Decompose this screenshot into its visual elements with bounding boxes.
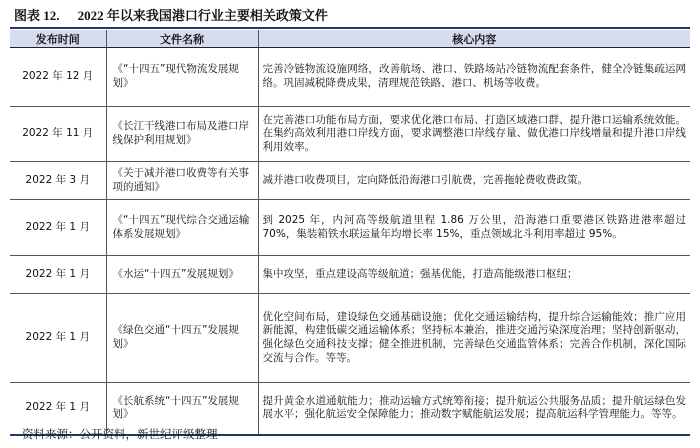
- row-date: 2022 年 12 月: [10, 48, 106, 107]
- row-name: 《长江干线港口布局及港口岸线保护利用规划》: [106, 107, 258, 162]
- header-content: 核心内容: [258, 30, 690, 48]
- figure-title: [14, 6, 328, 26]
- table-row: [10, 294, 690, 383]
- policy-table: [10, 30, 690, 436]
- source-note: 资料来源：公开资料，新世纪评级整理: [22, 427, 218, 441]
- title-rule: [10, 27, 690, 29]
- table-row: [10, 256, 690, 294]
- header-date: 发布时间: [10, 30, 106, 48]
- table-header-row: [10, 30, 690, 48]
- row-name: 《“十四五”现代综合交通运输体系发展规划》: [106, 200, 258, 256]
- row-date: 2022 年 3 月: [10, 162, 106, 200]
- row-content: 到 2025 年，内河高等级航道里程 1.86 万公里，沿海港口重要港区铁路进港率超过 70%，集装箱铁水联运量年均增长率 15%，重点领域北斗利用率超过 95%。: [258, 200, 690, 256]
- table-row: [10, 162, 690, 200]
- row-content: 优化空间布局，建设绿色交通基础设施；优化交通运输结构，提升综合运输能效；推广应用新能源，构建低碳交通运输体系；坚持标本兼治，推进交通污染深度治理；坚持创新驱动，强化绿色交通科技支撑；健全推进机制，完善绿色交通监管体系；完善合作机制，深化国际交流与合作。等等。: [258, 294, 690, 383]
- row-name: 《长航系统“十四五”发展规划》: [106, 383, 258, 435]
- row-name: 《“十四五”现代物流发展规划》: [106, 48, 258, 107]
- row-date: 2022 年 1 月: [10, 200, 106, 256]
- row-content: 减并港口收费项目，定向降低沿海港口引航费，完善拖轮费收费政策。: [258, 162, 690, 200]
- row-date: 2022 年 1 月: [10, 294, 106, 383]
- row-name: 《绿色交通“十四五”发展规划》: [106, 294, 258, 383]
- row-date: 2022 年 11 月: [10, 107, 106, 162]
- row-content: 完善冷链物流设施网络，改善航场、港口、铁路场站冷链物流配套条件，健全冷链集疏运网络。巩固减税降费成果，清理规范铁路、港口、机场等收费。: [258, 48, 690, 107]
- figure-caption: 2022 年以来我国港口行业主要相关政策文件: [77, 8, 328, 23]
- row-content: 在完善港口功能布局方面，要求优化港口布局、打造区域港口群、提升港口运输系统效能。在集约高效利用港口岸线方面，要求调整港口岸线存量、做优港口岸线增量和提升港口岸线利用效率。: [258, 107, 690, 162]
- row-name: 《关于减并港口收费等有关事项的通知》: [106, 162, 258, 200]
- header-name: 文件名称: [106, 30, 258, 48]
- row-content: 提升黄金水道通航能力；推动运输方式统筹衔接；提升航运公共服务品质；提升航运绿色发展水平；强化航运安全保障能力；推动数字赋能航运发展；提高航运科学管理能力。等等。: [258, 383, 690, 435]
- row-name: 《水运“十四五”发展规划》: [106, 256, 258, 294]
- figure-label: 图表 12.: [14, 8, 60, 23]
- row-date: 2022 年 1 月: [10, 383, 106, 435]
- row-date: 2022 年 1 月: [10, 256, 106, 294]
- table-row: [10, 107, 690, 162]
- row-content: 集中攻坚，重点建设高等级航道；强基优能，打造高能级港口枢纽；: [258, 256, 690, 294]
- table-row: [10, 200, 690, 256]
- table-row: [10, 48, 690, 107]
